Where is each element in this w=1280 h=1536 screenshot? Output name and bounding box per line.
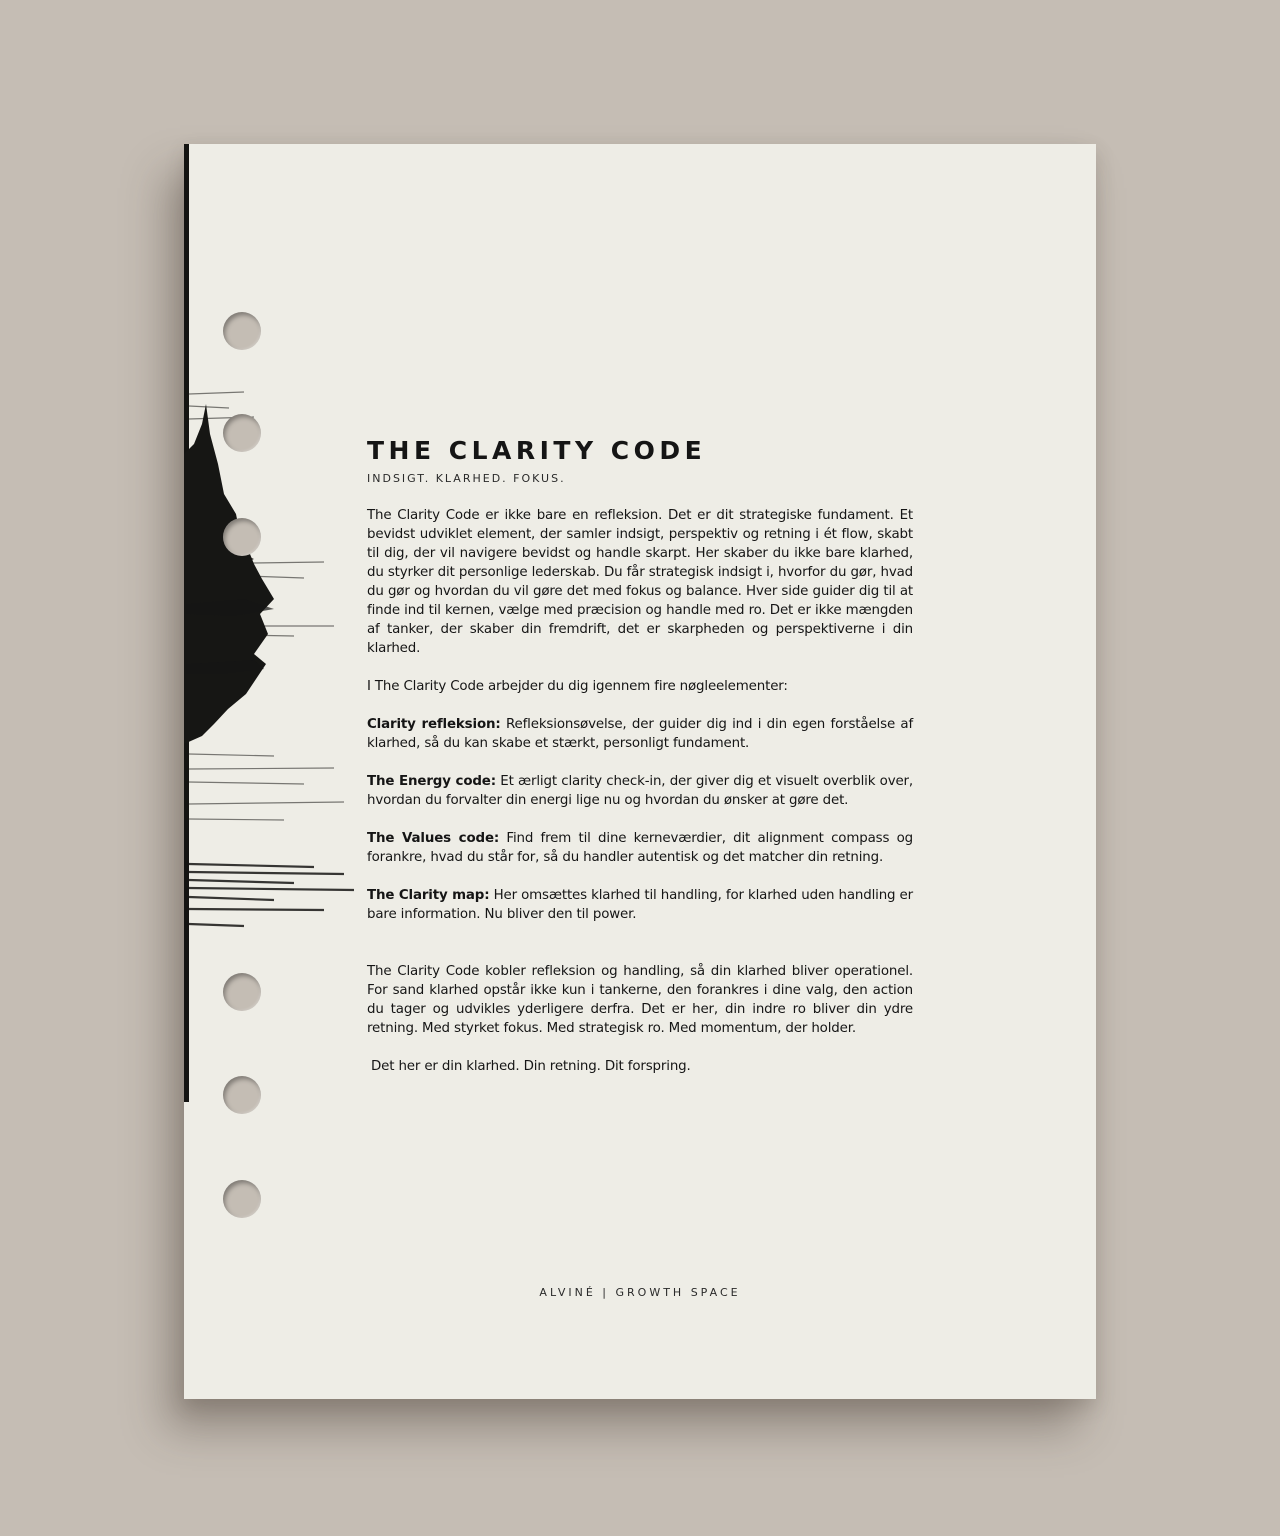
element-description: Her omsættes klarhed til handling, for klarhed uden handling er bare information. Nu bliver den til power. [367, 888, 913, 922]
tagline: Det her er din klarhed. Din retning. Dit forspring. [371, 1059, 691, 1074]
element-values-code [367, 829, 913, 867]
elements-lead: I The Clarity Code arbejder du dig igennem fire nøgleelementer: [367, 679, 788, 694]
element-name: The Clarity map: [367, 888, 490, 903]
binder-hole [223, 973, 261, 1011]
binder-hole [223, 1076, 261, 1114]
element-description: Et ærligt clarity check-in, der giver dig et visuelt overblik over, hvordan du forvalter din energi lige nu og hvordan du ønsker at gøre det. [367, 774, 914, 808]
ink-brush-stroke [184, 364, 364, 954]
page-content [367, 436, 913, 1076]
element-clarity-map [367, 886, 913, 924]
page-title: THE CLARITY CODE [367, 436, 707, 465]
binder-hole [223, 1180, 261, 1218]
closing-paragraph: The Clarity Code kobler refleksion og handling, så din klarhed bliver operationel. For sand klarhed opstår ikke kun i tankerne, den forankres i dine valg, den action du tager og udvikles yderligere derfra. Det er her, din indre ro bliver din ydre retning. Med styrket fokus. Med strategisk ro. Med momentum, der holder. [367, 964, 913, 1036]
element-name: The Energy code: [367, 774, 496, 789]
binder-hole [223, 414, 261, 452]
planner-page [184, 144, 1096, 1399]
element-description: Refleksionsøvelse, der guider dig ind i din egen forståelse af klarhed, så du kan skabe et stærkt, personligt fundament. [367, 717, 914, 751]
element-name: The Values code: [367, 831, 500, 846]
binder-hole [223, 518, 261, 556]
intro-paragraph: The Clarity Code er ikke bare en refleksion. Det er dit strategiske fundament. Et bevidst udviklet element, der samler indsigt, perspektiv og retning i ét flow, skabt til dig, der vil navigere bevidst og handle skarpt. Her skaber du ikke bare klarhed, du styrker dit personlige lederskab. Du får strategisk indsigt i, hvorfor du gør, hvad du gør og hvordan du vil gøre det med fokus og balance. Hver side guider dig til at finde ind til kernen, vælge med præcision og handle med ro. Det er ikke mængden af tanker, der skaber din fremdrift, det er skarpheden og perspektiverne i din klarhed. [367, 508, 913, 656]
page-subtitle: INDSIGT. KLARHED. FOKUS. [367, 472, 566, 485]
element-energy-code [367, 772, 913, 810]
binder-hole [223, 312, 261, 350]
page-footer: ALVINÉ | GROWTH SPACE [539, 1286, 741, 1299]
element-clarity-refleksion [367, 715, 913, 753]
element-name: Clarity refleksion: [367, 717, 501, 732]
element-description: Find frem til dine kerneværdier, dit alignment compass og forankre, hvad du står for, så du handler autentisk og det matcher din retning. [367, 831, 913, 865]
